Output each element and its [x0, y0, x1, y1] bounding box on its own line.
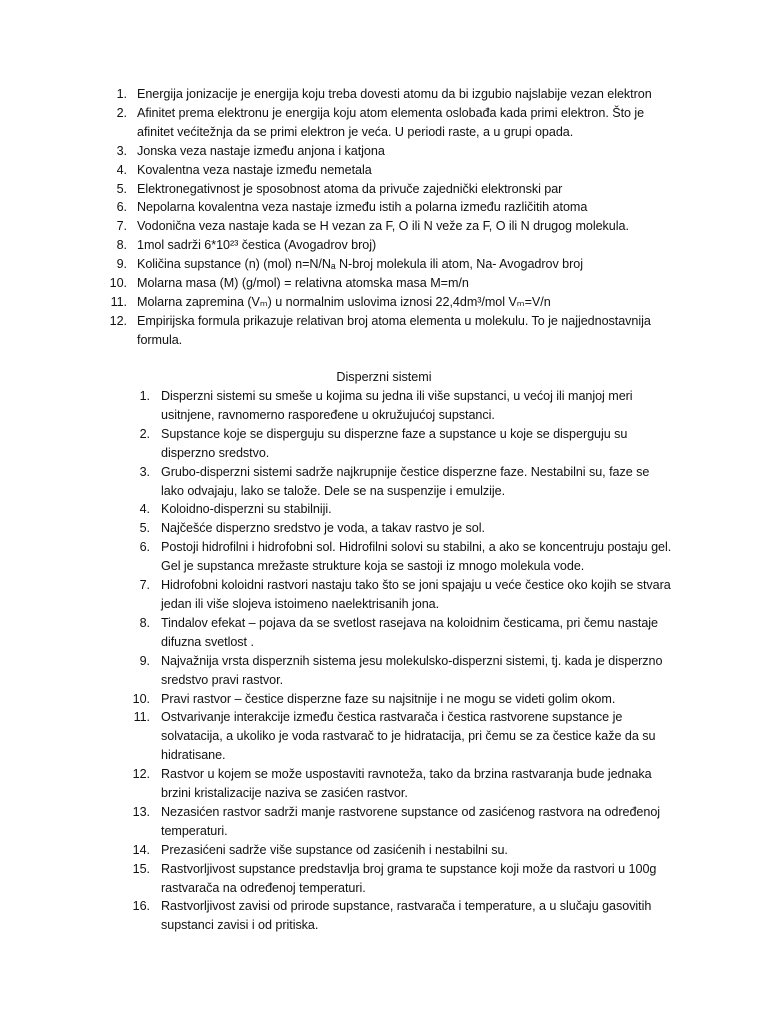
list-item [105, 217, 665, 236]
item-text: Molarna zapremina (Vₘ) u normalnim uslovima iznosi 22,4dm³/mol Vₘ=V/n [137, 294, 551, 309]
list-item [105, 180, 665, 199]
item-text: Jonska veza nastaje između anjona i katjona [137, 143, 385, 158]
list-item [130, 841, 675, 860]
list-item [130, 463, 675, 501]
item-number: 10. [132, 691, 150, 706]
item-number: 12. [132, 767, 150, 782]
item-number: 16. [132, 899, 150, 914]
item-number: 11. [133, 710, 150, 725]
item-text: Prezasićeni sadrže više supstance od zasićenih i nestabilni su. [161, 842, 508, 857]
sub-numbered-list [130, 387, 675, 935]
list-item [130, 690, 675, 709]
item-number: 9. [139, 653, 150, 668]
item-text: Nezasićen rastvor sadrži manje rastvorene supstance od zasićenog rastvora na određenoj temperaturi. [161, 804, 661, 838]
list-item [130, 538, 675, 576]
list-item [105, 274, 665, 293]
item-text: Molarna masa (M) (g/mol) = relativna atomska masa M=m/n [137, 276, 469, 291]
list-item [130, 708, 675, 765]
item-number: 1. [139, 389, 150, 403]
item-number: 12. [109, 313, 127, 328]
item-text: Količina supstance (n) (mol) n=N/Nₐ N-broj molekula ili atom, Na- Avogadrov broj [137, 257, 583, 272]
item-number: 13. [132, 804, 150, 819]
section-heading: Disperzni sistemi [336, 370, 432, 384]
list-item [105, 312, 665, 350]
item-number: 5. [139, 521, 150, 536]
list-item [130, 897, 675, 935]
item-text: Kovalentna veza nastaje između nemetala [137, 162, 372, 177]
item-number: 6. [116, 200, 127, 215]
item-number: 15. [132, 861, 150, 876]
list-item [105, 104, 665, 142]
item-text: 1mol sadrži 6*10²³ čestica (Avogadrov broj) [137, 238, 377, 253]
list-item [130, 614, 675, 652]
list-item [130, 576, 675, 614]
item-number: 1. [116, 87, 127, 101]
list-item [130, 425, 675, 463]
item-text: Tindalov efekat – pojava da se svetlost rasejava na koloidnim česticama, pri čemu nastaje difuzna svetlost . [161, 615, 658, 649]
item-text: Supstance koje se disperguju su disperzne faze a supstance u koje se disperguju su disperzno sredstvo. [161, 426, 628, 460]
item-text: Afinitet prema elektronu je energija koju atom elementa oslobađa kada primi elektron. Što je afinitet većitežnja da se primi elektron je veća. U periodi raste, a u grupi opada. [137, 105, 645, 139]
item-text: Pravi rastvor – čestice disperzne faze su najsitnije i ne mogu se videti golim okom. [161, 691, 616, 706]
list-item [130, 387, 675, 425]
item-number: 7. [139, 578, 150, 593]
item-number: 2. [116, 105, 127, 120]
item-text: Rastvorljivost supstance predstavlja broj grama te supstance koji može da rastvori u 100g rastvarača na određenoj temperaturi. [161, 861, 657, 895]
item-number: 5. [116, 181, 127, 196]
item-text: Energija jonizacije je energija koju treba dovesti atomu da bi izgubio najslabije vezan elektron [137, 87, 652, 101]
item-text: Vodonična veza nastaje kada se H vezan za F, O ili N veže za F, O ili N drugog molekula. [137, 219, 629, 234]
list-item [130, 860, 675, 898]
item-text: Postoji hidrofilni i hidrofobni sol. Hidrofilni solovi su stabilni, a ako se koncentruju postaju gel. Gel je supstanca mrežaste strukture koja se sastoji iz mnogo molekula vode. [161, 540, 672, 574]
list-item [130, 519, 675, 538]
item-text: Najvažnija vrsta disperznih sistema jesu molekulsko-disperzni sistemi, tj. kada je disperzno sredstvo pravi rastvor. [161, 653, 663, 687]
item-text: Najčešće disperzno sredstvo je voda, a takav rastvo je sol. [161, 521, 485, 536]
item-text: Rastvor u kojem se može uspostaviti ravnoteža, tako da brzina rastvaranja bude jednaka brzini kristalizacije naziva se zasićen rastvor. [161, 767, 652, 801]
list-item [130, 500, 675, 519]
item-text: Nepolarna kovalentna veza nastaje između istih a polarna između različitih atoma [137, 200, 588, 215]
item-text: Rastvorljivost zavisi od prirode supstance, rastvarača i temperature, a u slučaju gasovitih supstanci zavisi i od pritiska. [161, 899, 652, 933]
item-text: Koloidno-disperzni su stabilniji. [161, 502, 332, 517]
item-number: 8. [139, 615, 150, 630]
list-item [105, 142, 665, 161]
item-text: Elektronegativnost je sposobnost atoma da privuče zajednički elektronski par [137, 181, 563, 196]
item-text: Empirijska formula prikazuje relativan broj atoma elementa u molekulu. To je najjednostavnija formula. [137, 313, 651, 347]
list-item [105, 236, 665, 255]
main-numbered-list [105, 85, 665, 350]
item-number: 8. [116, 238, 127, 253]
item-number: 9. [116, 257, 127, 272]
list-item [105, 293, 665, 312]
item-number: 10. [109, 276, 127, 291]
item-text: Grubo-disperzni sistemi sadrže najkrupnije čestice disperzne faze. Nestabilni su, faze se lako odvajaju, lako se talože. Dele se na suspenzije i emulzije. [161, 464, 650, 498]
item-text: Disperzni sistemi su smeše u kojima su jedna ili više supstanci, u većoj ili manjoj meri usitnjene, ravnomerno raspoređene u okružujućoj supstanci. [161, 389, 633, 422]
item-number: 11. [110, 294, 127, 309]
item-number: 3. [139, 464, 150, 479]
item-text: Hidrofobni koloidni rastvori nastaju tako što se joni spajaju u veće čestice oko kojih se stvara jedan ili više slojeva istoimeno naelektrisanih jona. [161, 578, 671, 611]
item-number: 14. [132, 842, 150, 857]
item-number: 6. [139, 540, 150, 555]
list-item [130, 652, 675, 690]
list-item [130, 803, 675, 841]
item-number: 7. [116, 219, 127, 234]
item-number: 2. [139, 426, 150, 441]
list-item [130, 765, 675, 803]
item-number: 3. [116, 143, 127, 158]
item-number: 4. [139, 502, 150, 517]
list-item [105, 255, 665, 274]
item-text: Ostvarivanje interakcije između čestica rastvarača i čestica rastvorene supstance je solvatacija, a ukoliko je voda rastvarač to je hidratacija, pri čemu se za čestice kaže da su hidratisane. [161, 710, 656, 763]
item-number: 4. [116, 162, 127, 177]
list-item [105, 198, 665, 217]
list-item [105, 85, 665, 104]
list-item [105, 161, 665, 180]
